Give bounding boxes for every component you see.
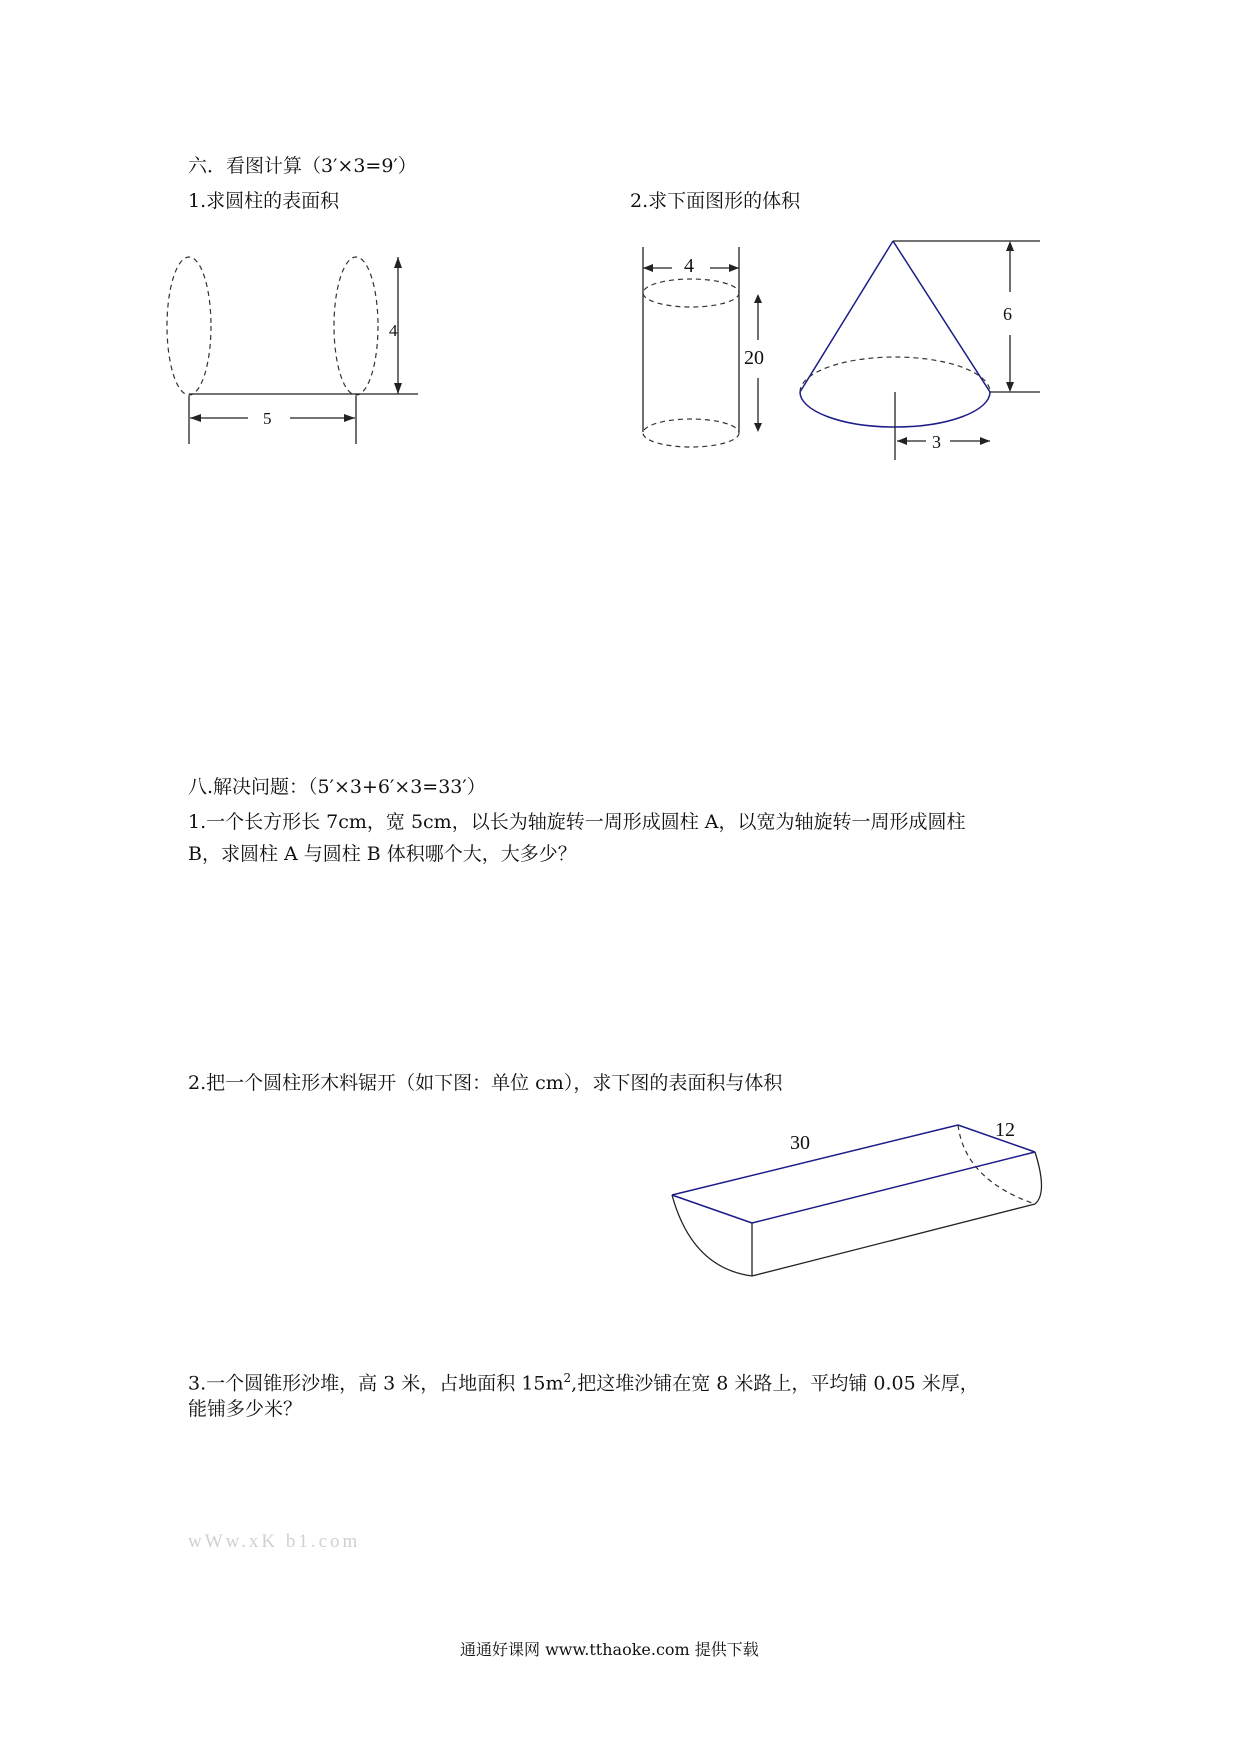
cone-base-back	[800, 357, 990, 392]
height-label: 4	[389, 321, 398, 340]
log-bottom-edge	[752, 1204, 1035, 1276]
cyl-diameter-label: 4	[684, 255, 694, 277]
arrow-down-icon	[394, 383, 402, 394]
right-ellipse	[334, 257, 378, 395]
watermark-text: wWw.xK b1.com	[188, 1531, 361, 1552]
q3-superscript: 2	[563, 1371, 572, 1385]
cone-radius-label: 3	[932, 432, 941, 452]
log-diameter-label: 12	[995, 1119, 1015, 1141]
section-6-heading: 六．看图计算（3′×3=9′）	[188, 155, 417, 177]
arrow-right-icon	[980, 437, 990, 445]
arrow-left-icon	[643, 264, 653, 272]
arrow-up-icon	[394, 257, 402, 268]
log-back-top-edge	[672, 1125, 958, 1195]
arrow-down-icon	[754, 423, 762, 432]
arrow-up-icon	[754, 294, 762, 303]
width-label: 5	[263, 409, 272, 428]
log-right-arc	[1035, 1152, 1042, 1204]
cyl-bottom-ellipse	[643, 419, 739, 447]
arrow-up-icon	[1006, 241, 1014, 251]
arrow-right-icon	[344, 414, 355, 422]
log-front-top-edge	[752, 1152, 1035, 1223]
question-6-1-text: 1.求圆柱的表面积	[188, 190, 340, 212]
arrow-right-icon	[729, 264, 739, 272]
log-left-top-edge	[672, 1195, 752, 1223]
question-8-1-line-2: B，求圆柱 A 与圆柱 B 体积哪个大，大多少？	[188, 843, 577, 865]
section-8-heading: 八.解决问题：（5′×3+6′×3=33′）	[188, 776, 486, 798]
question-8-3-line-2: 能铺多少米？	[188, 1398, 303, 1420]
q3-text-a: 3.一个圆锥形沙堆，高 3 米，占地面积 15m	[188, 1372, 564, 1395]
arrow-left-icon	[897, 437, 907, 445]
footer-text: 通通好课网 www.tthaoke.com 提供下载	[460, 1640, 759, 1659]
cyl-height-label: 20	[744, 347, 764, 369]
question-8-1-line-1: 1.一个长方形长 7cm，宽 5cm，以长为轴旋转一周形成圆柱 A，以宽为轴旋转一周形成圆柱	[188, 811, 966, 833]
cone-height-label: 6	[1003, 304, 1012, 324]
arrow-down-icon	[1006, 382, 1014, 392]
question-8-3-line-1	[188, 1366, 979, 1395]
cyl-top-ellipse	[643, 279, 739, 307]
arrow-left-icon	[190, 414, 201, 422]
log-left-arc	[672, 1195, 752, 1276]
left-ellipse	[167, 257, 211, 395]
question-8-2-text: 2.把一个圆柱形木料锯开（如下图：单位 cm），求下图的表面积与体积	[188, 1072, 783, 1094]
cone-left-slant	[800, 241, 893, 392]
log-length-label: 30	[790, 1132, 810, 1154]
question-6-2-text: 2.求下面图形的体积	[630, 190, 801, 212]
cone-right-slant	[893, 241, 990, 392]
q3-text-b: ,把这堆沙铺在宽 8 米路上，平均铺 0.05 米厚，	[571, 1372, 979, 1395]
